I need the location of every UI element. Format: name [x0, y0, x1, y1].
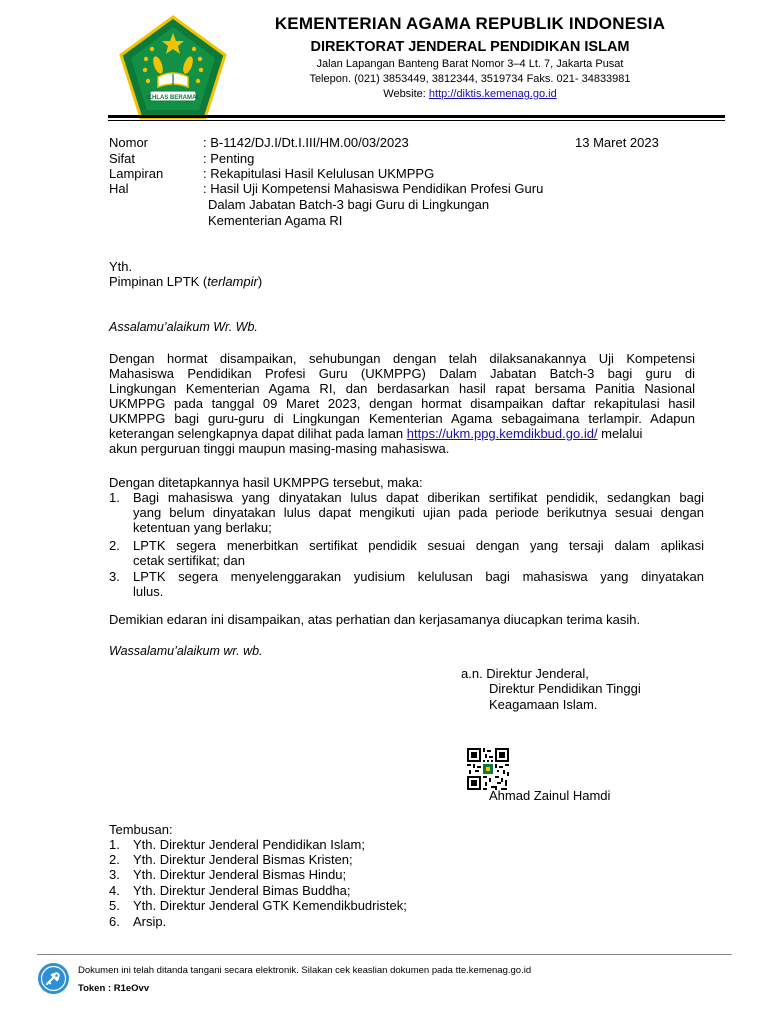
- yth-label: Yth.: [109, 259, 133, 274]
- p1-text-after-link: melalui: [597, 426, 643, 441]
- lampiran-label: Lampiran: [109, 166, 164, 181]
- recipient-italic: terlampir: [207, 274, 258, 289]
- tembusan-text: Yth. Direktur Jenderal Bismas Hindu;: [133, 867, 347, 882]
- list-line: Bagi mahasiswa yang dinyatakan lulus dapat diberikan sertifikat pendidik, sedangkan bagi: [133, 490, 704, 505]
- signature-an: a.n. Direktur Jenderal,: [461, 666, 589, 681]
- p1-line: UKMPPG bagi guru-guru di Lingkungan Kementerian Agama sebagaimana terlampir. Adapun: [109, 411, 695, 426]
- ukm-ppg-link[interactable]: https://ukm.ppg.kemdikbud.go.id/: [406, 426, 598, 441]
- list-line: LPTK segera menyelenggarakan yudisium kelulusan bagi mahasiswa yang dinyatakan: [133, 569, 704, 584]
- closing-sentence: Demikian edaran ini disampaikan, atas perhatian dan kerjasamanya diucapkan terima kasih.: [109, 612, 641, 627]
- sifat-label: Sifat: [109, 151, 136, 166]
- tembusan-number: 1.: [109, 837, 120, 852]
- token-label: Token : R1eOvv: [78, 983, 150, 994]
- p1-line: Dengan hormat disampaikan, sehubungan dengan telah dilaksanakannya Uji Kompetensi: [109, 351, 695, 366]
- list-line: ketentuan yang berlaku;: [133, 520, 272, 535]
- p1-line-with-link: [109, 426, 695, 441]
- directorate-title: DIREKTORAT JENDERAL PENDIDIKAN ISLAM: [310, 39, 630, 55]
- list-item-text: [133, 569, 704, 599]
- list-item-text: [133, 490, 704, 535]
- address-line: Jalan Lapangan Banteng Barat Nomor 3–4 Lt. 7, Jakarta Pusat: [316, 58, 624, 70]
- p1-text-before-link: keterangan selengkapnya dapat dilihat pada laman: [109, 426, 407, 441]
- body-paragraph-1: [109, 351, 695, 456]
- tembusan-number: 5.: [109, 898, 120, 913]
- p1-line: Mahasiswa Pendidikan Profesi Guru (UKMPPG) Dalam Jabatan Batch-3 bagi guru di: [109, 366, 695, 381]
- hal-label: Hal: [109, 181, 129, 196]
- list-line: LPTK segera menerbitkan sertifikat pendidik sesuai dengan yang tersaji dalam aplikasi: [133, 538, 704, 553]
- hal-line-1: : Hasil Uji Kompetensi Mahasiswa Pendidikan Profesi Guru: [203, 181, 544, 196]
- header-rule-thin: [108, 120, 725, 121]
- nomor-label: Nomor: [109, 135, 149, 150]
- kemenag-logo: [118, 15, 228, 121]
- tembusan-label: Tembusan:: [109, 822, 173, 837]
- sifat-value: : Penting: [203, 151, 255, 166]
- bsre-seal-icon: [37, 962, 70, 995]
- list-item-number: 3.: [109, 569, 120, 584]
- signature-title-1: Direktur Pendidikan Tinggi: [489, 681, 641, 696]
- list-item-number: 2.: [109, 538, 120, 553]
- website-link[interactable]: http://diktis.kemenag.go.id: [428, 88, 557, 100]
- nomor-value: : B-1142/DJ.I/Dt.I.III/HM.00/03/2023: [203, 135, 409, 150]
- recipient-prefix: Pimpinan LPTK (: [109, 274, 208, 289]
- header-rule-thick: [108, 115, 725, 118]
- list-intro: Dengan ditetapkannya hasil UKMPPG tersebut, maka:: [109, 475, 423, 490]
- recipient-name: [109, 274, 262, 289]
- tembusan-number: 4.: [109, 883, 120, 898]
- tembusan-number: 2.: [109, 852, 120, 867]
- tembusan-number: 6.: [109, 914, 120, 929]
- list-line: lulus.: [133, 584, 164, 599]
- website-line: [250, 88, 690, 100]
- tembusan-text: Yth. Direktur Jenderal Bimas Buddha;: [133, 883, 351, 898]
- lampiran-value: : Rekapitulasi Hasil Kelulusan UKMPPG: [203, 166, 435, 181]
- tembusan-text: Yth. Direktur Jenderal Pendidikan Islam;: [133, 837, 365, 852]
- tembusan-text: Yth. Direktur Jenderal Bismas Kristen;: [133, 852, 353, 867]
- tembusan-number: 3.: [109, 867, 120, 882]
- signatory-name: Ahmad Zainul Hamdi: [489, 788, 611, 803]
- list-item-number: 1.: [109, 490, 120, 505]
- consequence-list: [109, 490, 704, 600]
- p1-line: Lingkungan Kementerian Agama RI, dan berdasarkan hasil rapat bersama Panitia Nasional: [109, 381, 695, 396]
- svg-text:IKHLAS BERAMAL: IKHLAS BERAMAL: [146, 95, 200, 101]
- qr-code-signature: [467, 748, 509, 790]
- recipient-suffix: ): [257, 274, 263, 289]
- salam-italic: Wassalamu’alaikum: [109, 644, 220, 658]
- tembusan-text: Yth. Direktur Jenderal GTK Kemendikbudristek;: [133, 898, 407, 913]
- e-signature-note: Dokumen ini telah ditanda tangani secara elektronik. Silakan cek keaslian dokumen pada tte.kemenag.go.id: [78, 965, 532, 976]
- p1-line: UKMPPG pada tanggal 09 Maret 2023, dengan hormat disampaikan daftar rekapitulasi hasil: [109, 396, 695, 411]
- hal-line-2: Dalam Jabatan Batch-3 bagi Guru di Lingkungan: [208, 197, 490, 212]
- p1-line: akun perguruan tinggi maupun masing-masing mahasiswa.: [109, 441, 450, 456]
- hal-line-3: Kementerian Agama RI: [208, 213, 343, 228]
- tembusan-text: Arsip.: [133, 914, 167, 929]
- closing-salam: [109, 644, 263, 659]
- footer-rule: [37, 954, 732, 955]
- list-line: yang belum dinyatakan lulus dapat mengikuti ujian pada periode berikutnya sesuai dengan: [133, 505, 704, 520]
- tembusan-list: [109, 837, 509, 929]
- list-line: cetak sertifikat; dan: [133, 553, 245, 568]
- letter-date: 13 Maret 2023: [575, 135, 659, 150]
- salam-rest: wr. wb.: [219, 644, 263, 658]
- signature-title-2: Keagamaan Islam.: [489, 697, 598, 712]
- greeting: Assalamu’alaikum Wr. Wb.: [109, 320, 258, 334]
- website-label: Website:: [383, 88, 429, 100]
- list-item-text: [133, 538, 704, 568]
- ministry-title: KEMENTERIAN AGAMA REPUBLIK INDONESIA: [274, 14, 666, 33]
- phone-line: Telepon. (021) 3853449, 3812344, 3519734 Faks. 021- 34833981: [309, 73, 631, 85]
